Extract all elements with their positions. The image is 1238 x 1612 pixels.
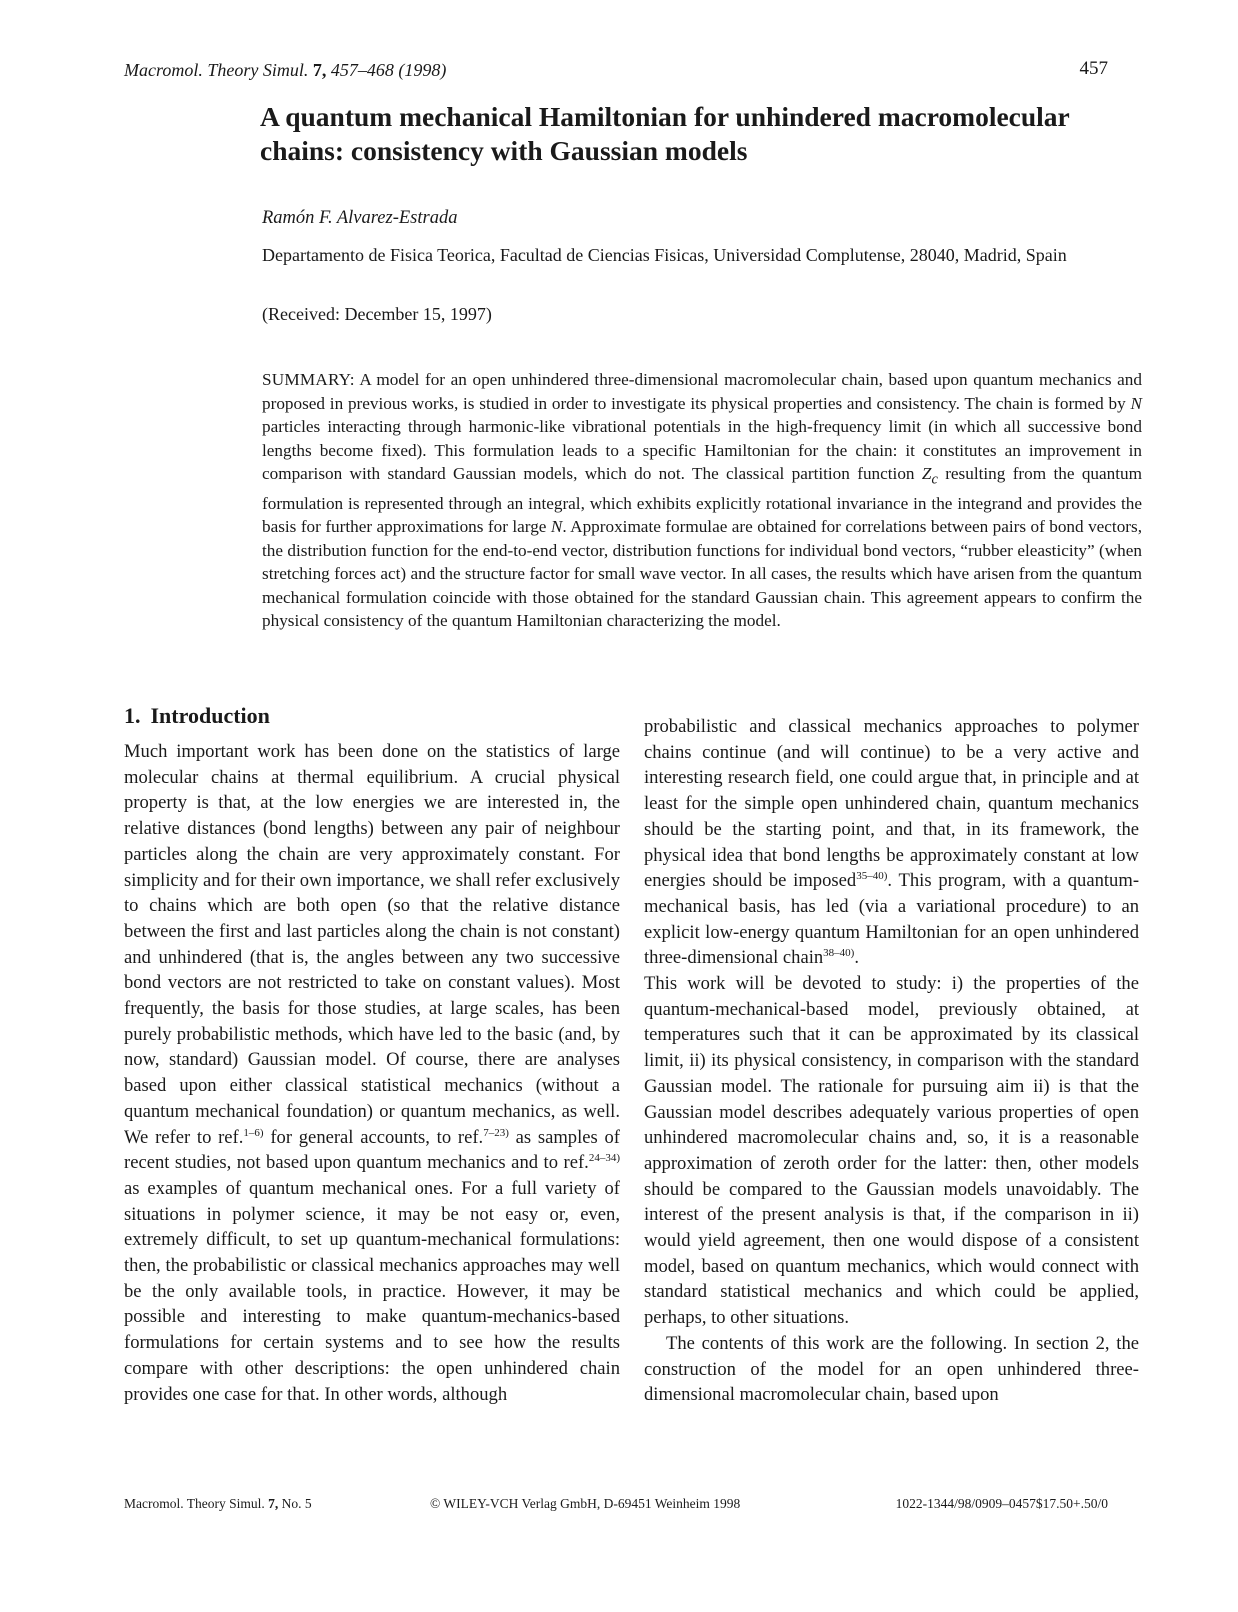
footer-publisher: © WILEY-VCH Verlag GmbH, D-69451 Weinheim 1998 (430, 1496, 741, 1511)
journal-pages: 457–468 (1998) (330, 60, 447, 80)
summary-label: SUMMARY: (262, 370, 355, 389)
footer-journal-name: Macromol. Theory Simul. (124, 1496, 265, 1511)
summary-symbol-z-sub: c (931, 471, 938, 488)
footer-journal (124, 1496, 312, 1512)
summary (262, 368, 1142, 633)
body-paragraph (644, 714, 1139, 971)
body-paragraph (124, 739, 620, 1407)
received-date: (Received: December 15, 1997) (262, 304, 492, 324)
citation: 1–6) (243, 1126, 264, 1139)
journal-volume: 7, (312, 60, 327, 80)
body-text: probabilistic and classical mechanics approaches to polymer chains continue (and will continue) to be a very active and interesting research field, one could argue that, in principle and at least for the simple open unhindered chain, quantum mechanics should be the starting point, and that, in its framework, the physical idea that bond lengths be approximately constant at low energies should be imposed (644, 716, 1139, 892)
summary-text-4: . Approximate formulae are obtained for correlations between pairs of bond vectors, the distribution function for the end-to-end vector, distribution functions for individual bond vectors, “rubber eleasticity” (when stretching forces act) and the structure factor for small wave vector. In all cases, the results which have arisen from the quantum mechanical formulation coincide with those obtained for the standard Gaussian chain. This agreement appears to confirm the physical consistency of the quantum Hamiltonian characterizing the model. (262, 517, 1143, 631)
footer-volume: 7, (268, 1496, 279, 1511)
footer-code: 1022-1344/98/0909–0457$17.50+.50/0 (895, 1496, 1108, 1511)
body-text: as examples of quantum mechanical ones. For a full variety of situations in polymer science, it may be not easy or, even, extremely difficult, to set up quantum-mechanical formulations: then, the probabilistic or classical mechanics approaches may well be the only available tools, in practice. However, it may be possible and interesting to make quantum-mechanics-based formulations for certain systems and to see how the results compare with other descriptions: the open unhindered chain provides one case for that. In other words, although (124, 1177, 620, 1405)
author-name: Ramón F. Alvarez-Estrada (262, 208, 458, 228)
summary-text-3: resulting from the quantum formulation is represented through an integral, which exhibits explicitly rotational invariance in the integrand and provides the basis for further approximations for large (262, 464, 1142, 537)
citation: 38–40) (823, 947, 855, 960)
running-header (124, 60, 446, 81)
summary-text-1: A model for an open unhindered three-dimensional macromolecular chain, based upon quantum mechanics and proposed in previous works, is studied in order to investigate its physical properties and consistency. The chain is formed by (262, 370, 1142, 413)
body-text: . This program, with a quantum-mechanical basis, has led (via a variational procedure) to an explicit low-energy quantum Hamiltonian for an open unhindered three-dimensional chain (644, 870, 1140, 969)
body-text: for general accounts, to ref. (263, 1126, 484, 1148)
summary-symbol-n: N (1130, 393, 1142, 413)
body-text: . (854, 947, 859, 969)
section-number: 1. (124, 703, 141, 728)
citation: 7–23) (483, 1126, 509, 1139)
article-title: A quantum mechanical Hamiltonian for unhindered macromolecular chains: consistency with Gaussian models (260, 101, 1070, 166)
section-title: Introduction (150, 703, 270, 728)
left-column (124, 739, 620, 1407)
body-paragraph: This work will be devoted to study: i) the properties of the quantum-mechanical-based model, previously obtained, at temperatures such that it can be approximated by its classical limit, ii) its physical consistency, in comparison with the standard Gaussian model. The rationale for pursuing aim ii) is that the Gaussian model describes adequately various properties of open unhindered macromolecular chains and, so, it is a reasonable approximation of zeroth order for the latter: then, other models should be compared to the Gaussian models unavoidably. The interest of the present analysis is that, if the comparison in ii) would yield agreement, then one would dispose of a consistent model, based on quantum mechanics, which would connect with standard statistical mechanics and which could be applied, perhaps, to other situations. (644, 973, 1139, 1329)
affiliation: Departamento de Fisica Teorica, Facultad de Ciencias Fisicas, Universidad Complutense, 28040, Madrid, Spain (262, 245, 1067, 265)
citation: 24–34) (588, 1152, 620, 1165)
page-number: 457 (1079, 58, 1108, 79)
summary-text-2: particles interacting through harmonic-like vibrational potentials in the high-frequency limit (in which all successive bond lengths become fixed). This formulation leads to a specific Hamiltonian for the chain: it constitutes an improvement in comparison with standard Gaussian models, which do not. The classical partition function (262, 417, 1142, 483)
citation: 35–40) (856, 870, 888, 883)
body-text: Much important work has been done on the statistics of large molecular chains at thermal equilibrium. A crucial physical property is that, at the low energies we are interested in, the relative distances (bond lengths) between any pair of neighbour particles along the chain are very approximately constant. For simplicity and for their own importance, we shall refer exclusively to chains which are both open (so that the relative distance between the first and last particles along the chain is not constant) and unhindered (that is, the angles between any two successive bond vectors are not restricted to take on constant values). Most frequently, the basis for those studies, at large scales, has been purely probabilistic methods, which have led to the basic (and, by now, standard) Gaussian model. Of course, there are analyses based upon either classical statistical mechanics (without a quantum mechanical foundation) or quantum mechanics, as well. We refer to ref. (124, 741, 620, 1148)
journal-name: Macromol. Theory Simul. (124, 60, 309, 80)
summary-symbol-n-2: N (550, 517, 563, 537)
body-paragraph: The contents of this work are the following. In section 2, the construction of the model for an open unhindered three-dimensional macromolecular chain, based upon (644, 1332, 1139, 1406)
right-column (644, 714, 1139, 1408)
footer-issue: No. 5 (281, 1496, 312, 1511)
body-text: as samples of recent studies, not based upon quantum mechanics and to ref. (124, 1126, 620, 1174)
section-heading (124, 703, 270, 729)
summary-symbol-z: Z (921, 464, 932, 483)
